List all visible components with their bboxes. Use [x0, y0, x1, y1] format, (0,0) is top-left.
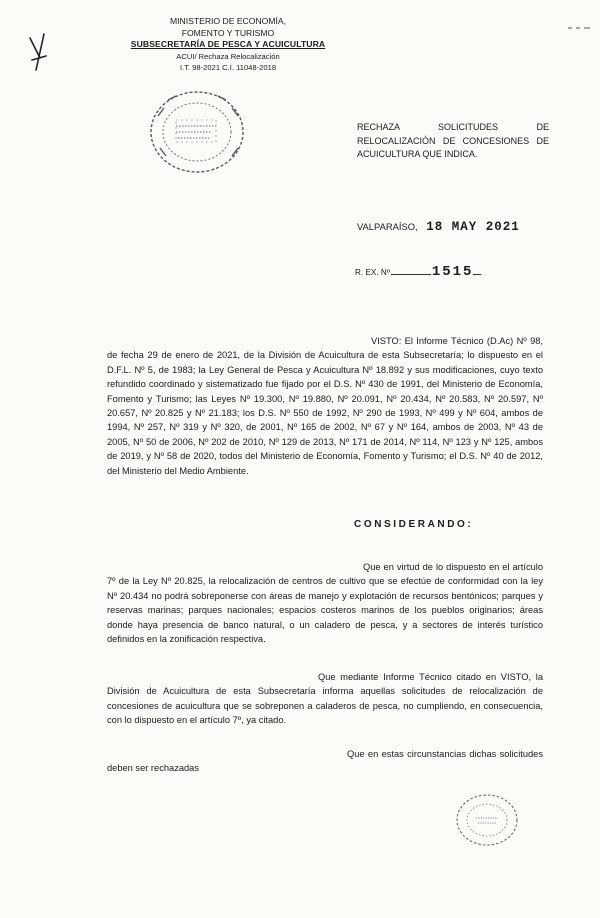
handwritten-initial-mark: [26, 30, 56, 72]
paragraph-2-text: Que mediante Informe Técnico citado en VISTO, la División de Acuicultura de esta Subsecretaría informa aquellas solicitudes de relocalización de concesiones de acuicultura que se sobreponen a caladeros de pesca, no cumpliendo, en consecuencia, con lo dispuesto en el artículo 7º, ya citado.: [107, 672, 543, 726]
considerando-heading: CONSIDERANDO:: [354, 519, 474, 530]
city-name: VALPARAÍSO,: [357, 221, 418, 232]
official-seal-stamp: [146, 86, 248, 178]
resolution-number: [355, 264, 481, 280]
subject-line-2: RELOCALIZACIÓN DE CONCESIONES DE: [357, 135, 549, 146]
resolution-number-value: 1515: [431, 264, 474, 280]
underline-blank: [391, 274, 431, 275]
paragraph-1-text: Que en virtud de lo dispuesto en el artículo 7º de la Ley Nº 20.825, la relocalización de centros de cultivo que se efectúe de conformidad con la ley Nº 20.434 no podrá sobreponerse con áreas de manejo y explotación de recursos bentónicos; parques y reservas marinas; parques nacionales; espacios costeros marinos de los pueblos originarios; áreas donde haya presencia de banco natural, o un caladero de pesca, y a sectores de interés turístico definidos en la zonificación respectiva.: [107, 562, 543, 645]
considerando-paragraph-1: [107, 560, 543, 646]
underline-blank-end: [473, 274, 481, 275]
ministry-subname: FOMENTO Y TURISMO: [181, 27, 275, 38]
visto-text: VISTO: El Informe Técnico (D.Ac) Nº 98, de fecha 29 de enero de 2021, de la División de Acuicultura de esta Subsecretaría; lo dispuesto en el D.F.L. Nº 5, de 1983; la Ley General de Pesca y Acuicultura Nº 18.892 y sus modificaciones, cuyo texto refundido coordinado y sistematizado fue fijado por el D.S. Nº 430 de 1991, del Ministerio de Economía, Fomento y Turismo; las Leyes Nº 19.300, Nº 19.880, Nº 20.091, Nº 20.434, Nº 20.583, Nº 20.597, Nº 20.657, Nº 20.825 y Nº 21.183; los D.S. Nº 550 de 1992, Nº 290 de 1993, Nº 499 y Nº 604, ambos de 1994, Nº 257, Nº 319 y Nº 320, de 2001, Nº 165 de 2002, Nº 67 y Nº 164, ambos de 2003, Nº 43 de 2005, Nº 50 de 2006, Nº 202 de 2010, Nº 129 de 2013, Nº 171 de 2014, Nº 114, Nº 123 y Nº 125, ambos de 2019, y Nº 58 de 2020, todos del Ministerio de Economía, Fomento y Turismo; el D.S. Nº 40 de 2012, del Ministerio del Medio Ambiente.: [107, 336, 543, 476]
reference-line: ACUI/ Rechaza Relocalización: [176, 51, 280, 61]
resolution-subject: [357, 121, 549, 162]
ministry-name: MINISTERIO DE ECONOMÍA,: [169, 16, 287, 26]
date-stamp: 18 MAY 2021: [426, 220, 520, 234]
considerando-paragraph-2: [107, 670, 543, 728]
resolution-label: R. EX. Nº: [355, 268, 390, 277]
place-and-date: [357, 220, 520, 234]
considerando-paragraph-3: [107, 747, 543, 776]
subject-line-3: ACUICULTURA QUE INDICA.: [357, 149, 478, 159]
subsecretaria-name: SUBSECRETARÍA DE PESCA Y ACUICULTURA: [130, 39, 326, 50]
file-reference: I.T. 98-2021 C.I. 11048-2018: [179, 63, 277, 73]
paragraph-3-text: Que en estas circunstancias dichas solicitudes deben ser rechazadas: [107, 749, 543, 774]
visto-paragraph: [107, 334, 543, 478]
bottom-seal-stamp: [452, 790, 522, 850]
subject-line-1: RECHAZA SOLICITUDES DE: [357, 122, 549, 132]
corner-mark: [566, 22, 592, 34]
ministry-header: [118, 16, 338, 74]
